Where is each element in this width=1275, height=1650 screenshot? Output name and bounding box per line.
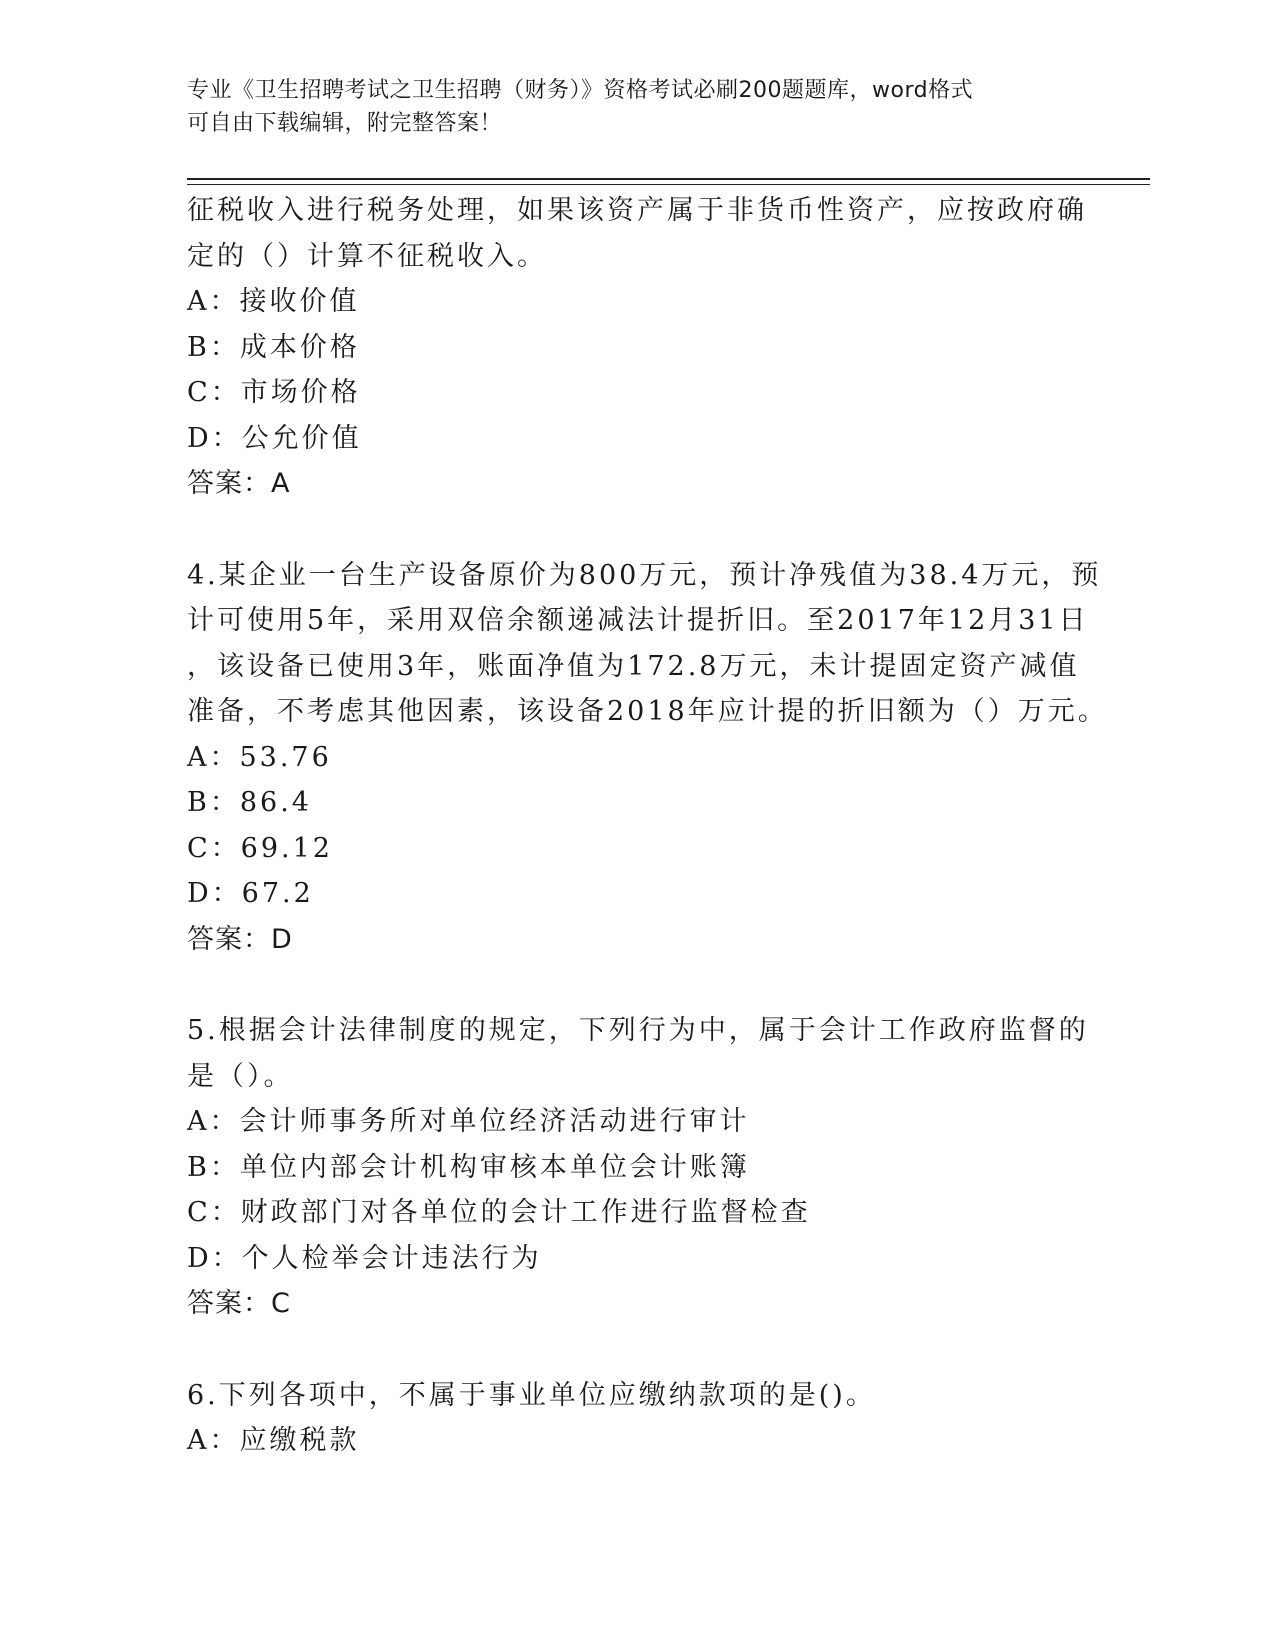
question-text-line: 计可使用5年，采用双倍余额递减法计提折旧。至2017年12月31日 bbox=[187, 605, 1089, 636]
question-text-line: 4.某企业一台生产设备原价为800万元，预计净残值为38.4万元，预 bbox=[187, 559, 1102, 591]
answer-line: 答案：C bbox=[187, 1288, 291, 1319]
header-line-1: 专业《卫生招聘考试之卫生招聘（财务）》资格考试必刷200题题库，word格式 bbox=[187, 78, 974, 103]
option-d: D：个人检举会计违法行为 bbox=[187, 1242, 542, 1274]
question-6 bbox=[187, 1373, 1087, 1464]
header-rule-thick bbox=[187, 178, 1150, 180]
option-b: B：成本价格 bbox=[187, 331, 360, 363]
question-text-line: 定的（）计算不征税收入。 bbox=[187, 240, 547, 272]
option-a: A：53.76 bbox=[187, 741, 332, 773]
option-a: A：会计师事务所对单位经济活动进行审计 bbox=[187, 1106, 750, 1137]
option-b: B：单位内部会计机构审核本单位会计账簿 bbox=[187, 1151, 750, 1183]
question-text-line: 征税收入进行税务处理，如果该资产属于非货币性资产，应按政府确 bbox=[187, 195, 1087, 226]
document-header bbox=[187, 74, 1067, 140]
option-d: D：公允价值 bbox=[187, 422, 362, 454]
header-line-2: 可自由下载编辑，附完整答案！ bbox=[187, 111, 503, 136]
option-c: C：市场价格 bbox=[187, 377, 361, 408]
option-c: C：69.12 bbox=[187, 832, 333, 864]
answer-line: 答案：D bbox=[187, 923, 293, 955]
header-rule-thin bbox=[187, 184, 1150, 185]
question-text-line: ，该设备已使用3年，账面净值为172.8万元，未计提固定资产减值 bbox=[187, 650, 1080, 682]
question-text-line: 6.下列各项中，不属于事业单位应缴纳款项的是()。 bbox=[187, 1379, 876, 1411]
answer-line: 答案：A bbox=[187, 468, 291, 499]
document-body bbox=[187, 188, 1108, 1464]
option-d: D：67.2 bbox=[187, 878, 314, 909]
question-3-continuation bbox=[187, 188, 1087, 507]
option-b: B：86.4 bbox=[187, 787, 312, 818]
question-text-line: 是（）。 bbox=[187, 1060, 294, 1092]
question-text-line: 5.根据会计法律制度的规定，下列行为中，属于会计工作政府监督的 bbox=[187, 1015, 1089, 1046]
option-a: A：接收价值 bbox=[187, 286, 360, 317]
question-4 bbox=[187, 553, 1108, 963]
question-text-line: 准备，不考虑其他因素，该设备2018年应计提的折旧额为（）万元。 bbox=[187, 696, 1108, 727]
option-c: C：财政部门对各单位的会计工作进行监督检查 bbox=[187, 1197, 811, 1228]
question-5 bbox=[187, 1008, 1087, 1327]
option-a: A：应缴税款 bbox=[187, 1425, 360, 1456]
